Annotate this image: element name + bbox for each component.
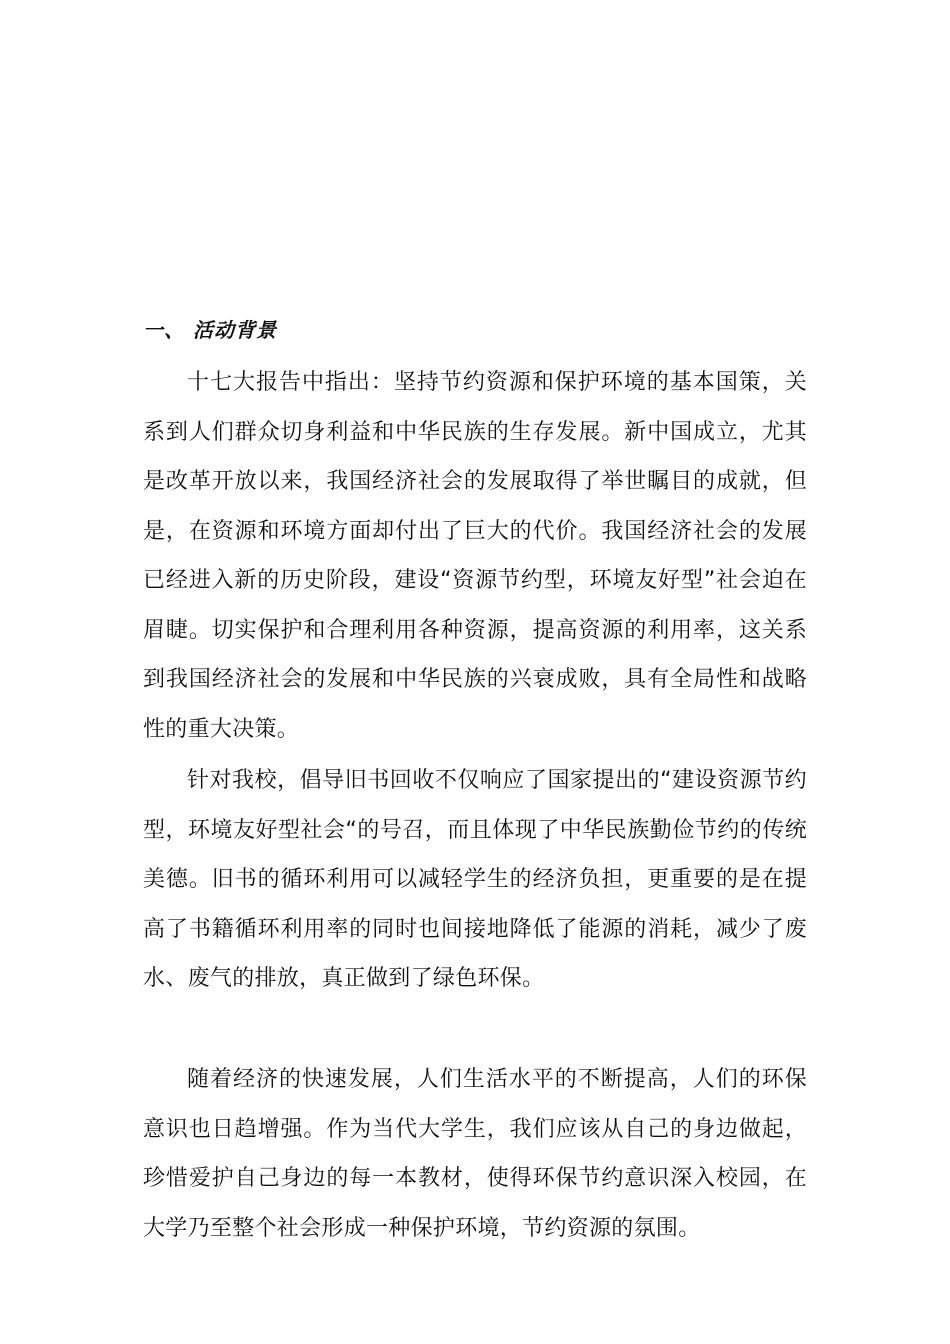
section-heading: 一、 活动背景 bbox=[143, 318, 277, 342]
paragraph-school-initiative: 针对我校，倡导旧书回收不仅响应了国家提出的“建设资源节约型，环境友好型社会“的号召，而且体现了中华民族勤俭节约的传统美德。旧书的循环利用可以减轻学生的经济负担，更重要的是在提高了书籍循环利用率的同时也间接地降低了能源的消耗，减少了废水、废气的排放，真正做到了绿色环保。 bbox=[143, 768, 807, 991]
paragraph-student-awareness: 随着经济的快速发展，人们生活水平的不断提高，人们的环保意识也日趋增强。作为当代大学生，我们应该从自己的身边做起，珍惜爱护自己身边的每一本教材，使得环保节约意识深入校园，在大学乃至整个社会形成一种保护环境，节约资源的氛围。 bbox=[143, 1067, 807, 1241]
paragraph-background: 十七大报告中指出：坚持节约资源和保护环境的基本国策，关系到人们群众切身利益和中华民族的生存发展。新中国成立，尤其是改革开放以来，我国经济社会的发展取得了举世瞩目的成就，但是，在资源和环境方面却付出了巨大的代价。我国经济社会的发展已经进入新的历史阶段，建设“资源节约型，环境友好型”社会迫在眉睫。切实保护和合理利用各种资源，提高资源的利用率，这关系到我国经济社会的发展和中华民族的兴衰成败，具有全局性和战略性的重大决策。 bbox=[143, 370, 807, 742]
